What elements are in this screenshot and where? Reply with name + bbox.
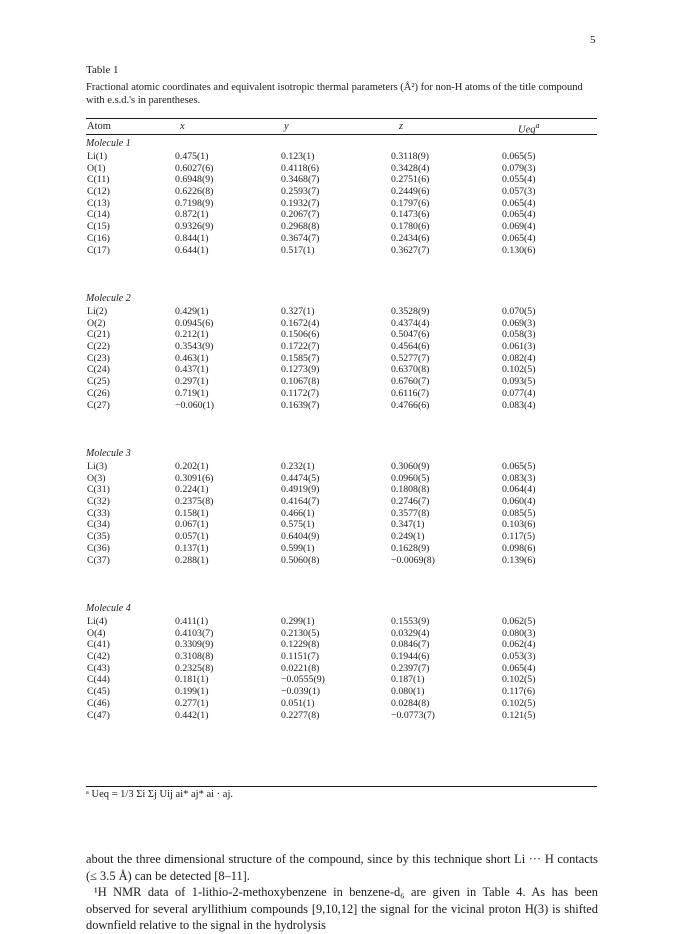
ueq-cell: 0.098(6) bbox=[502, 542, 536, 554]
y-cell: 0.2593(7) bbox=[281, 186, 320, 198]
z-cell: 0.1553(9) bbox=[391, 616, 430, 627]
x-cell: 0.844(1) bbox=[175, 232, 209, 244]
atom-cell: C(17) bbox=[87, 244, 110, 256]
z-cell: 0.3060(9) bbox=[391, 461, 430, 472]
y-cell: 0.2277(8) bbox=[281, 709, 320, 721]
molecule-group bbox=[86, 448, 597, 566]
table-row bbox=[86, 318, 597, 330]
table-header-rule bbox=[86, 134, 597, 135]
z-cell: 0.2751(6) bbox=[391, 174, 430, 186]
molecule-group-title: Molecule 3 bbox=[86, 448, 131, 459]
table-footnote: ᵃ Ueq = 1/3 Σi Σj Uij ai* aj* ai · aj. bbox=[86, 789, 233, 800]
body-text bbox=[86, 851, 598, 934]
z-cell: 0.4374(4) bbox=[391, 317, 430, 329]
ueq-cell: 0.102(5) bbox=[502, 674, 536, 686]
atom-cell: C(32) bbox=[87, 496, 110, 508]
atom-cell: C(43) bbox=[87, 662, 110, 674]
x-cell: 0.288(1) bbox=[175, 554, 209, 566]
z-cell: 0.6116(7) bbox=[391, 387, 430, 399]
atom-cell: C(12) bbox=[87, 186, 110, 198]
y-cell: 0.4118(6) bbox=[281, 162, 320, 174]
x-cell: 0.3543(9) bbox=[175, 341, 214, 353]
table-row bbox=[86, 364, 597, 376]
ueq-cell: 0.083(3) bbox=[502, 472, 536, 484]
ueq-cell: 0.055(4) bbox=[502, 174, 536, 186]
ueq-cell: 0.117(6) bbox=[502, 686, 536, 698]
table-row bbox=[86, 163, 597, 175]
atom-cell: C(21) bbox=[87, 329, 110, 341]
atom-cell: C(14) bbox=[87, 209, 110, 221]
atom-cell: C(44) bbox=[87, 674, 110, 686]
x-cell: 0.3309(9) bbox=[175, 639, 214, 651]
y-cell: 0.3674(7) bbox=[281, 232, 320, 244]
table-row bbox=[86, 461, 597, 473]
table-row bbox=[86, 186, 597, 198]
y-cell: 0.4164(7) bbox=[281, 496, 320, 508]
x-cell: 0.4103(7) bbox=[175, 627, 214, 639]
table-bottom-rule bbox=[86, 786, 597, 787]
y-cell: 0.2130(5) bbox=[281, 627, 320, 639]
table-row bbox=[86, 174, 597, 186]
z-cell: 0.4564(6) bbox=[391, 341, 430, 353]
body-paragraph: ¹H NMR data of 1-lithio-2-methoxybenzene in benzene-d₆ are given in Table 4. As has been observed for several aryllithium compounds [9,10,12] the signal for the vicinal proton H(3) is shifted downfield relative to the signal in the hydrolysis bbox=[86, 885, 598, 932]
atom-cell: C(33) bbox=[87, 507, 110, 519]
x-cell: 0.277(1) bbox=[175, 697, 209, 709]
z-cell: 0.1628(9) bbox=[391, 542, 430, 554]
z-cell: 0.3528(9) bbox=[391, 306, 430, 317]
table-row bbox=[86, 639, 597, 651]
y-cell: 0.1229(8) bbox=[281, 639, 320, 651]
x-cell: 0.719(1) bbox=[175, 387, 209, 399]
ueq-cell: 0.062(5) bbox=[502, 616, 536, 627]
ueq-cell: 0.102(5) bbox=[502, 697, 536, 709]
y-cell: 0.517(1) bbox=[281, 244, 315, 256]
y-cell: 0.575(1) bbox=[281, 519, 315, 531]
table-row bbox=[86, 686, 597, 698]
x-cell: 0.158(1) bbox=[175, 507, 209, 519]
atom-cell: C(31) bbox=[87, 484, 110, 496]
atom-cell: C(16) bbox=[87, 232, 110, 244]
table-row bbox=[86, 496, 597, 508]
atom-cell: C(36) bbox=[87, 542, 110, 554]
ueq-cell: 0.060(4) bbox=[502, 496, 536, 508]
atom-cell: C(42) bbox=[87, 651, 110, 663]
x-cell: 0.872(1) bbox=[175, 209, 209, 221]
atom-cell: C(34) bbox=[87, 519, 110, 531]
z-cell: 0.249(1) bbox=[391, 531, 425, 543]
ueq-cell: 0.083(4) bbox=[502, 399, 536, 411]
z-cell: 0.0329(4) bbox=[391, 627, 430, 639]
table-row bbox=[86, 245, 597, 257]
table-row bbox=[86, 710, 597, 722]
atom-cell: C(35) bbox=[87, 531, 110, 543]
atom-cell: C(26) bbox=[87, 387, 110, 399]
y-cell: 0.232(1) bbox=[281, 461, 315, 472]
z-cell: 0.2449(6) bbox=[391, 186, 430, 198]
header-atom: Atom bbox=[87, 121, 111, 132]
y-cell: 0.1172(7) bbox=[281, 387, 320, 399]
table-header-row bbox=[86, 121, 597, 134]
y-cell: 0.1722(7) bbox=[281, 341, 320, 353]
y-cell: 0.327(1) bbox=[281, 306, 315, 317]
table-row bbox=[86, 198, 597, 210]
z-cell: 0.1944(6) bbox=[391, 651, 430, 663]
y-cell: 0.299(1) bbox=[281, 616, 315, 627]
x-cell: 0.437(1) bbox=[175, 364, 209, 376]
z-cell: 0.5277(7) bbox=[391, 352, 430, 364]
atom-cell: C(27) bbox=[87, 399, 110, 411]
z-cell: 0.3118(9) bbox=[391, 151, 430, 162]
y-cell: 0.1151(7) bbox=[281, 651, 320, 663]
ueq-cell: 0.058(3) bbox=[502, 329, 536, 341]
x-cell: 0.9326(9) bbox=[175, 221, 214, 233]
molecule-group-title: Molecule 2 bbox=[86, 293, 131, 304]
table-row bbox=[86, 473, 597, 485]
header-ueq-note: a bbox=[535, 121, 540, 130]
z-cell: 0.5047(6) bbox=[391, 329, 430, 341]
y-cell: 0.1639(7) bbox=[281, 399, 320, 411]
z-cell: 0.347(1) bbox=[391, 519, 425, 531]
y-cell: 0.123(1) bbox=[281, 151, 315, 162]
ueq-cell: 0.117(5) bbox=[502, 531, 536, 543]
z-cell: 0.2397(7) bbox=[391, 662, 430, 674]
y-cell: 0.5060(8) bbox=[281, 554, 320, 566]
table-row bbox=[86, 400, 597, 412]
z-cell: 0.0846(7) bbox=[391, 639, 430, 651]
atom-cell: C(15) bbox=[87, 221, 110, 233]
z-cell: 0.1808(8) bbox=[391, 484, 430, 496]
atom-cell: C(24) bbox=[87, 364, 110, 376]
ueq-cell: 0.061(3) bbox=[502, 341, 536, 353]
y-cell: 0.1273(9) bbox=[281, 364, 320, 376]
header-ueq-label: Ueq bbox=[518, 124, 536, 136]
y-cell: 0.2968(8) bbox=[281, 221, 320, 233]
ueq-cell: 0.069(3) bbox=[502, 317, 536, 329]
z-cell: −0.0069(8) bbox=[391, 554, 435, 566]
atom-cell: Li(4) bbox=[87, 616, 108, 627]
ueq-cell: 0.053(3) bbox=[502, 651, 536, 663]
ueq-cell: 0.080(3) bbox=[502, 627, 536, 639]
z-cell: 0.2434(6) bbox=[391, 232, 430, 244]
table-caption: Fractional atomic coordinates and equivalent isotropic thermal parameters (Å²) for non-H atoms of the title compound with e.s.d.'s in parentheses. bbox=[86, 82, 583, 106]
atom-cell: O(1) bbox=[87, 162, 106, 174]
x-cell: 0.463(1) bbox=[175, 352, 209, 364]
molecule-group-title: Molecule 1 bbox=[86, 138, 131, 149]
ueq-cell: 0.065(4) bbox=[502, 197, 536, 209]
table-row bbox=[86, 616, 597, 628]
x-cell: 0.6226(8) bbox=[175, 186, 214, 198]
table-row bbox=[86, 651, 597, 663]
x-cell: 0.224(1) bbox=[175, 484, 209, 496]
atom-cell: O(4) bbox=[87, 627, 106, 639]
molecule-group bbox=[86, 138, 597, 256]
y-cell: 0.6404(9) bbox=[281, 531, 320, 543]
ueq-cell: 0.065(4) bbox=[502, 232, 536, 244]
ueq-cell: 0.121(5) bbox=[502, 709, 536, 721]
page-number: 5 bbox=[590, 34, 596, 46]
x-cell: 0.6027(6) bbox=[175, 162, 214, 174]
ueq-cell: 0.079(3) bbox=[502, 162, 536, 174]
table-row bbox=[86, 484, 597, 496]
ueq-cell: 0.070(5) bbox=[502, 306, 536, 317]
x-cell: 0.475(1) bbox=[175, 151, 209, 162]
ueq-cell: 0.077(4) bbox=[502, 387, 536, 399]
x-cell: 0.297(1) bbox=[175, 376, 209, 388]
x-cell: 0.199(1) bbox=[175, 686, 209, 698]
atom-cell: C(41) bbox=[87, 639, 110, 651]
atom-cell: C(13) bbox=[87, 197, 110, 209]
table-row bbox=[86, 519, 597, 531]
ueq-cell: 0.103(6) bbox=[502, 519, 536, 531]
atom-cell: O(2) bbox=[87, 317, 106, 329]
z-cell: 0.3627(7) bbox=[391, 244, 430, 256]
atom-cell: C(11) bbox=[87, 174, 110, 186]
header-y: y bbox=[284, 121, 289, 132]
y-cell: 0.4919(9) bbox=[281, 484, 320, 496]
atom-cell: C(22) bbox=[87, 341, 110, 353]
molecule-group-title: Molecule 4 bbox=[86, 603, 131, 614]
table-top-rule bbox=[86, 118, 597, 119]
table-row bbox=[86, 388, 597, 400]
ueq-cell: 0.062(4) bbox=[502, 639, 536, 651]
atom-cell: O(3) bbox=[87, 472, 106, 484]
body-paragraph: about the three dimensional structure of the compound, since by this technique short Li ··· H contacts (≤ 3.5 Å) can be detected [8–11]. bbox=[86, 852, 598, 883]
z-cell: 0.1797(6) bbox=[391, 197, 430, 209]
y-cell: 0.051(1) bbox=[281, 697, 315, 709]
x-cell: 0.411(1) bbox=[175, 616, 209, 627]
table-row bbox=[86, 329, 597, 341]
header-x: x bbox=[180, 121, 185, 132]
x-cell: 0.067(1) bbox=[175, 519, 209, 531]
ueq-cell: 0.130(6) bbox=[502, 244, 536, 256]
atom-cell: C(25) bbox=[87, 376, 110, 388]
x-cell: 0.3108(8) bbox=[175, 651, 214, 663]
ueq-cell: 0.064(4) bbox=[502, 484, 536, 496]
y-cell: −0.039(1) bbox=[281, 686, 320, 698]
z-cell: 0.3428(4) bbox=[391, 162, 430, 174]
table-row bbox=[86, 663, 597, 675]
table-row bbox=[86, 508, 597, 520]
atom-cell: C(45) bbox=[87, 686, 110, 698]
y-cell: 0.1585(7) bbox=[281, 352, 320, 364]
y-cell: 0.3468(7) bbox=[281, 174, 320, 186]
x-cell: 0.429(1) bbox=[175, 306, 209, 317]
z-cell: −0.0773(7) bbox=[391, 709, 435, 721]
table-row bbox=[86, 543, 597, 555]
x-cell: 0.0945(6) bbox=[175, 317, 214, 329]
y-cell: 0.599(1) bbox=[281, 542, 315, 554]
table-row bbox=[86, 628, 597, 640]
table-row bbox=[86, 376, 597, 388]
z-cell: 0.6760(7) bbox=[391, 376, 430, 388]
ueq-cell: 0.065(5) bbox=[502, 151, 536, 162]
table-row bbox=[86, 674, 597, 686]
atom-cell: C(46) bbox=[87, 697, 110, 709]
table-row bbox=[86, 341, 597, 353]
header-z: z bbox=[399, 121, 404, 132]
x-cell: 0.644(1) bbox=[175, 244, 209, 256]
atom-cell: Li(1) bbox=[87, 151, 108, 162]
atom-cell: C(37) bbox=[87, 554, 110, 566]
atom-cell: Li(2) bbox=[87, 306, 108, 317]
x-cell: 0.7198(9) bbox=[175, 197, 214, 209]
y-cell: 0.4474(5) bbox=[281, 472, 320, 484]
x-cell: 0.181(1) bbox=[175, 674, 209, 686]
y-cell: −0.0555(9) bbox=[281, 674, 325, 686]
y-cell: 0.1506(6) bbox=[281, 329, 320, 341]
x-cell: 0.057(1) bbox=[175, 531, 209, 543]
ueq-cell: 0.102(5) bbox=[502, 364, 536, 376]
z-cell: 0.6370(8) bbox=[391, 364, 430, 376]
x-cell: 0.2375(8) bbox=[175, 496, 214, 508]
table-row bbox=[86, 306, 597, 318]
y-cell: 0.0221(8) bbox=[281, 662, 320, 674]
z-cell: 0.4766(6) bbox=[391, 399, 430, 411]
atom-cell: C(23) bbox=[87, 352, 110, 364]
ueq-cell: 0.065(5) bbox=[502, 461, 536, 472]
y-cell: 0.466(1) bbox=[281, 507, 315, 519]
x-cell: 0.6948(9) bbox=[175, 174, 214, 186]
z-cell: 0.3577(8) bbox=[391, 507, 430, 519]
ueq-cell: 0.085(5) bbox=[502, 507, 536, 519]
z-cell: 0.187(1) bbox=[391, 674, 425, 686]
table-row bbox=[86, 221, 597, 233]
y-cell: 0.1067(8) bbox=[281, 376, 320, 388]
z-cell: 0.1780(6) bbox=[391, 221, 430, 233]
x-cell: 0.137(1) bbox=[175, 542, 209, 554]
z-cell: 0.1473(6) bbox=[391, 209, 430, 221]
atom-cell: C(47) bbox=[87, 709, 110, 721]
z-cell: 0.0960(5) bbox=[391, 472, 430, 484]
molecule-group bbox=[86, 293, 597, 411]
table-label: Table 1 bbox=[86, 64, 119, 76]
x-cell: 0.202(1) bbox=[175, 461, 209, 472]
x-cell: 0.442(1) bbox=[175, 709, 209, 721]
ueq-cell: 0.069(4) bbox=[502, 221, 536, 233]
y-cell: 0.2067(7) bbox=[281, 209, 320, 221]
z-cell: 0.2746(7) bbox=[391, 496, 430, 508]
table-row bbox=[86, 233, 597, 245]
ueq-cell: 0.093(5) bbox=[502, 376, 536, 388]
table-row bbox=[86, 209, 597, 221]
x-cell: 0.3091(6) bbox=[175, 472, 214, 484]
y-cell: 0.1672(4) bbox=[281, 317, 320, 329]
x-cell: 0.2325(8) bbox=[175, 662, 214, 674]
ueq-cell: 0.065(4) bbox=[502, 209, 536, 221]
table-row bbox=[86, 555, 597, 567]
atom-cell: Li(3) bbox=[87, 461, 108, 472]
x-cell: 0.212(1) bbox=[175, 329, 209, 341]
table-row bbox=[86, 698, 597, 710]
z-cell: 0.080(1) bbox=[391, 686, 425, 698]
table-row bbox=[86, 353, 597, 365]
ueq-cell: 0.139(6) bbox=[502, 554, 536, 566]
ueq-cell: 0.082(4) bbox=[502, 352, 536, 364]
y-cell: 0.1932(7) bbox=[281, 197, 320, 209]
ueq-cell: 0.057(3) bbox=[502, 186, 536, 198]
ueq-cell: 0.065(4) bbox=[502, 662, 536, 674]
table-row bbox=[86, 531, 597, 543]
molecule-group bbox=[86, 603, 597, 721]
z-cell: 0.0284(8) bbox=[391, 697, 430, 709]
x-cell: −0.060(1) bbox=[175, 399, 214, 411]
table-row bbox=[86, 151, 597, 163]
